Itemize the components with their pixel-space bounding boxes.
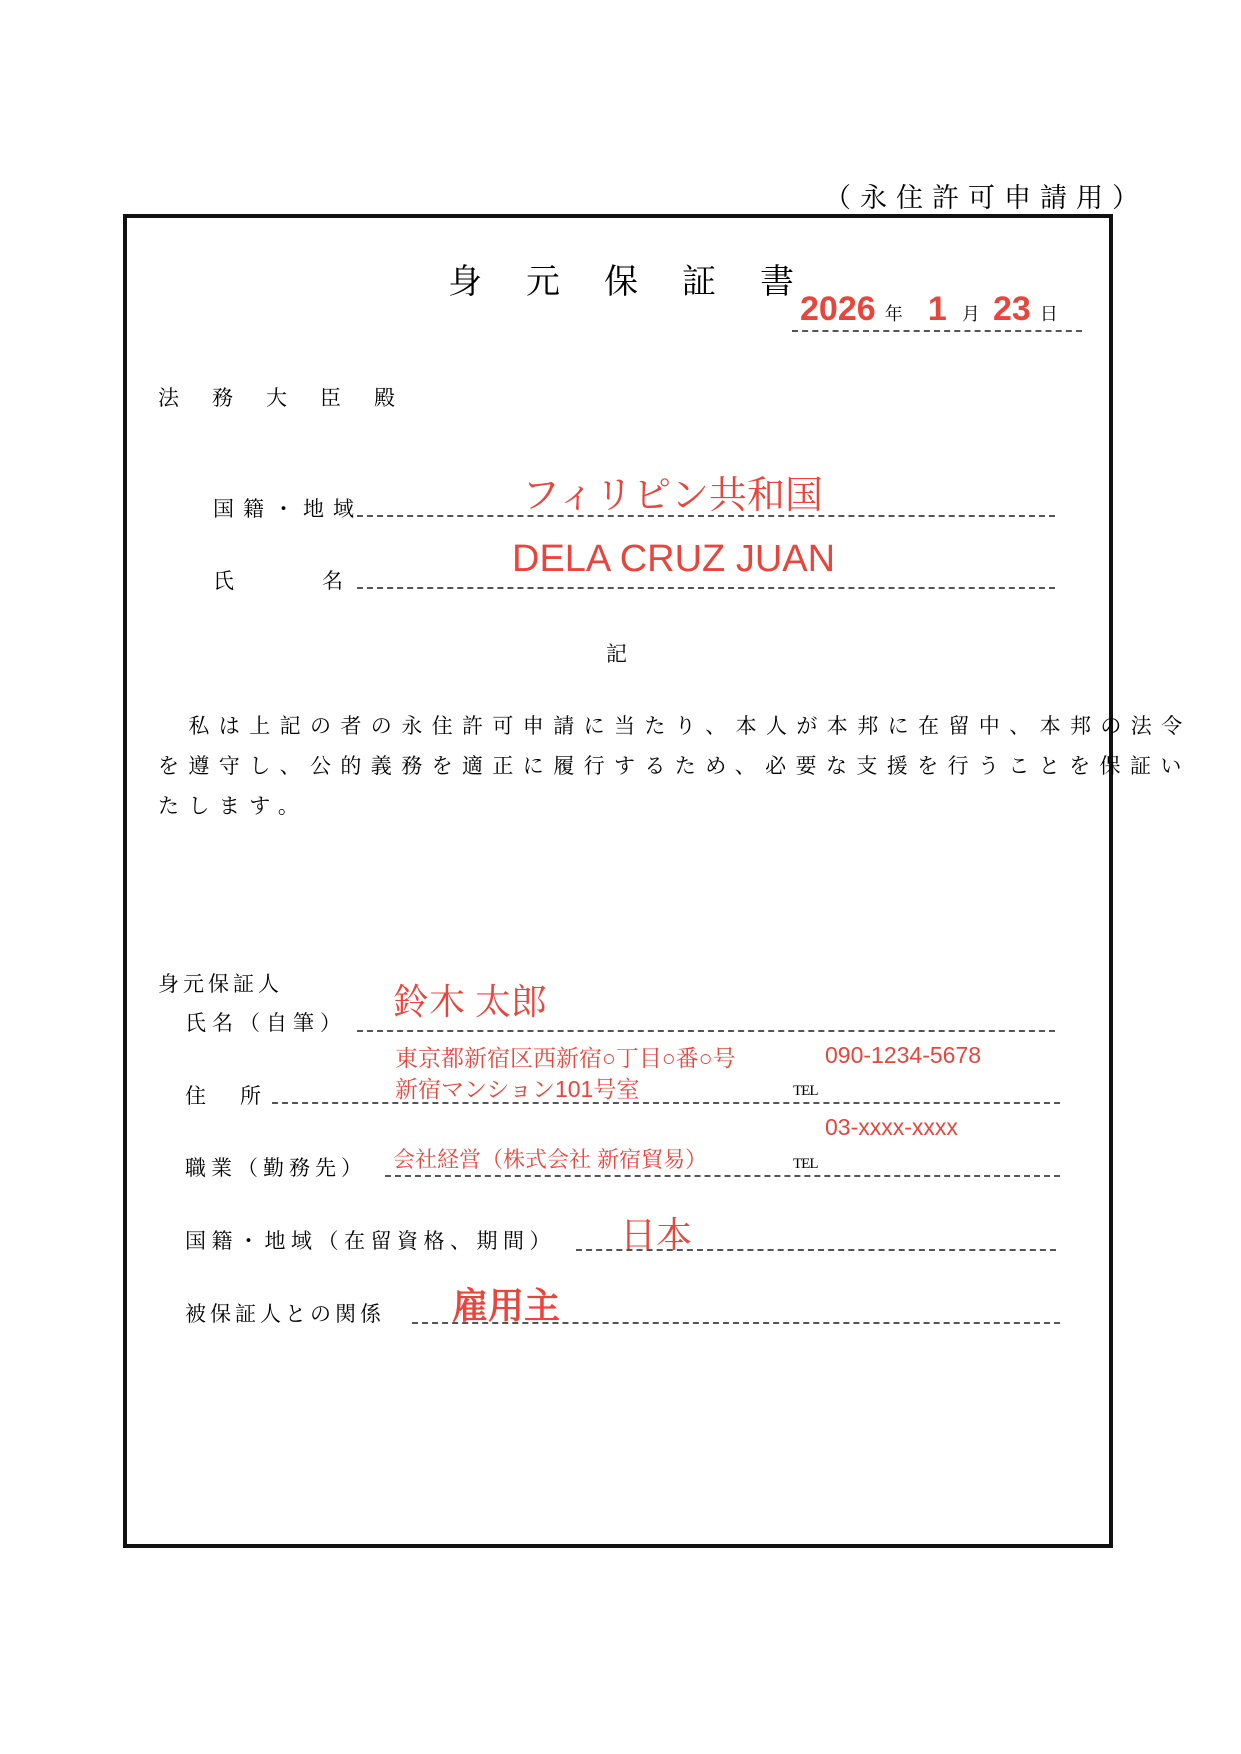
guarantor-relation-underline bbox=[412, 1322, 1060, 1324]
date-year-unit: 年 bbox=[884, 304, 903, 325]
statement-line-1: 私は上記の者の永住許可申請に当たり、本人が本邦に在留中、本邦の法令 bbox=[158, 714, 1192, 738]
guarantor-occupation-underline bbox=[385, 1175, 1060, 1177]
guarantor-address-label-1: 住 bbox=[185, 1084, 215, 1108]
guarantor-address-line1[interactable]: 東京都新宿区西新宿○丁目○番○号 bbox=[395, 1045, 736, 1071]
applicant-name-label-1: 氏 bbox=[213, 569, 243, 593]
applicant-nationality-underline bbox=[357, 515, 1055, 517]
date-month: 1 bbox=[927, 290, 947, 328]
guarantor-address-label-2: 所 bbox=[240, 1084, 270, 1108]
applicant-name-underline bbox=[357, 587, 1055, 589]
guarantor-address-line2[interactable]: 新宿マンション101号室 bbox=[395, 1076, 640, 1102]
addressee: 法 務 大 臣 殿 bbox=[158, 386, 401, 410]
guarantor-occupation-label: 職業（勤務先） bbox=[185, 1156, 367, 1180]
applicant-name-value[interactable]: DELA CRUZ JUAN bbox=[512, 538, 836, 580]
guarantor-section-label: 身元保証人 bbox=[158, 972, 283, 996]
guarantor-nationality-underline bbox=[576, 1249, 1056, 1251]
applicant-name-label-2: 名 bbox=[322, 569, 352, 593]
statement-line-3: たします。 bbox=[158, 794, 309, 818]
guarantor-nationality-label: 国籍・地域（在留資格、期間） bbox=[185, 1229, 556, 1253]
guarantor-address-tel-label bbox=[793, 1083, 818, 1100]
guarantor-occupation-tel-value[interactable]: 03-xxxx-xxxx bbox=[825, 1114, 958, 1140]
date-day-unit: 日 bbox=[1039, 304, 1058, 325]
guarantor-name-value[interactable]: 鈴木 太郎 bbox=[393, 981, 548, 1022]
form-frame bbox=[123, 214, 1113, 1548]
tel-label-text: TEL bbox=[793, 1083, 818, 1099]
date-underline bbox=[792, 330, 1082, 332]
form-purpose-label: （永住許可申請用） bbox=[824, 183, 1148, 214]
guarantor-nationality-value[interactable]: 日本 bbox=[620, 1214, 693, 1255]
guarantor-address-tel-value[interactable]: 090-1234-5678 bbox=[825, 1042, 982, 1068]
guarantor-occupation-value[interactable]: 会社経営（株式会社 新宿貿易） bbox=[393, 1147, 708, 1172]
statement-line-2: を遵守し、公的義務を適正に履行するため、必要な支援を行うことを保証い bbox=[158, 754, 1191, 778]
date-field[interactable] bbox=[800, 290, 1058, 329]
guarantor-name-label: 氏名（自筆） bbox=[185, 1011, 347, 1035]
applicant-nationality-label: 国籍・地域 bbox=[213, 497, 363, 521]
date-month-unit: 月 bbox=[961, 304, 980, 325]
guarantor-relation-value[interactable]: 雇用主 bbox=[452, 1285, 561, 1326]
tel-label-text: TEL bbox=[793, 1156, 818, 1172]
date-day: 23 bbox=[992, 290, 1031, 328]
statement bbox=[158, 706, 1192, 826]
ki-heading: 記 bbox=[606, 642, 627, 666]
applicant-nationality-value[interactable]: フィリピン共和国 bbox=[522, 475, 823, 517]
guarantor-name-underline bbox=[357, 1030, 1055, 1032]
guarantor-address-underline bbox=[272, 1102, 1060, 1104]
document-title: 身元保証書 bbox=[448, 262, 838, 302]
date-year: 2026 bbox=[800, 290, 876, 328]
guarantor-occupation-tel-label bbox=[793, 1156, 818, 1173]
guarantor-relation-label: 被保証人との関係 bbox=[185, 1302, 385, 1326]
